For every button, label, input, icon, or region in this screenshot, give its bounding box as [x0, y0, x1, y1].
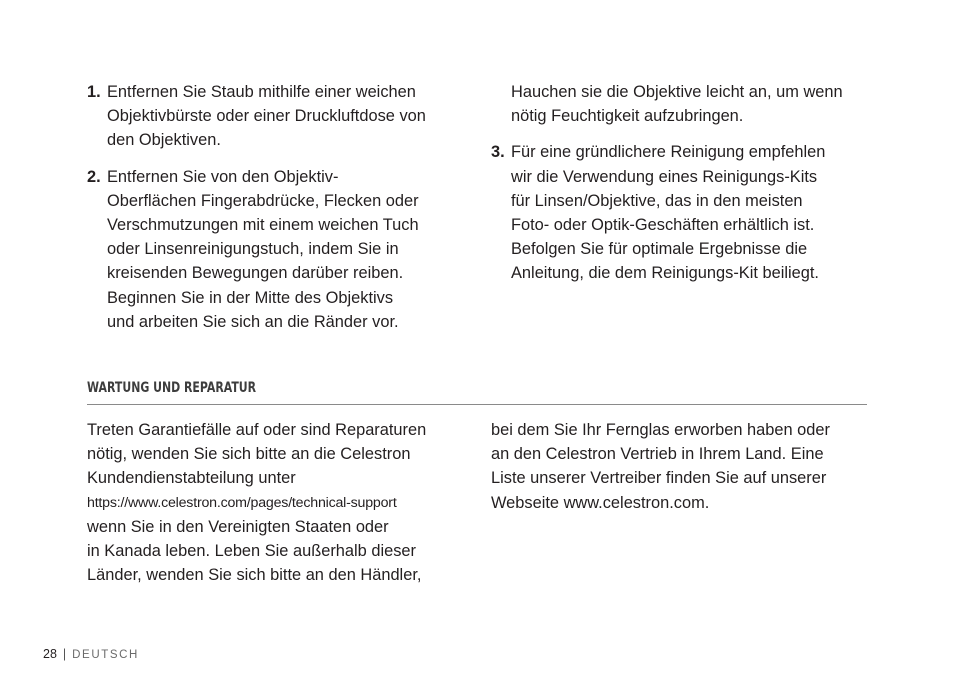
repair-paragraph-start: Treten Garantiefälle auf oder sind Reparaturen nötig, wenden Sie sich bitte an die Celestron Kundendienstabteilung unter: [87, 421, 427, 488]
step-number: 3.: [491, 143, 505, 162]
step-continuation-text: Hauchen sie die Objektive leicht an, um wenn nötig Feuchtigkeit aufzubringen.: [511, 83, 843, 126]
section-heading-text: WARTUNG UND REPARATUR: [87, 380, 257, 396]
list-item: [87, 165, 459, 334]
cleaning-steps-right-column: [491, 80, 871, 298]
repair-paragraph-end: bei dem Sie Ihr Fernglas erworben haben oder an den Celestron Vertrieb in Ihrem Land. Eine Liste unserer Vertreiber finden Sie auf unserer Webseite www.celestron.com.: [491, 421, 830, 512]
cleaning-steps-left-column: [87, 80, 459, 346]
repair-paragraph-middle: wenn Sie in den Vereinigten Staaten oder in Kanada leben. Leben Sie außerhalb dieser Länder, wenden Sie sich bitte an den Händler,: [87, 517, 422, 585]
step-text: Entfernen Sie Staub mithilfe einer weichen Objektivbürste oder einer Druckluftdose von den Objektiven.: [107, 83, 426, 150]
step-text: Für eine gründlichere Reinigung empfehlen wir die Verwendung eines Reinigungs-Kits für Linsen/Objektive, das in den meisten Foto- oder Optik-Geschäften erhältlich ist. Befolgen Sie für optimale Ergebnisse die Anleitung, die dem Reinigungs-Kit beiliegt.: [511, 143, 826, 283]
support-url: https://www.celestron.com/pages/technical-support: [87, 494, 397, 511]
step-number: 1.: [87, 83, 101, 101]
repair-right-column: [491, 418, 871, 515]
list-item: [491, 140, 871, 285]
step-number: 2.: [87, 167, 101, 186]
section-divider: [87, 404, 867, 405]
section-heading: [87, 378, 867, 404]
list-item: [87, 80, 459, 153]
footer-language: DEUTSCH: [72, 649, 139, 661]
repair-left-column: [87, 418, 459, 587]
step-text: Entfernen Sie von den Objektiv- Oberflächen Fingerabdrücke, Flecken oder Verschmutzungen mit einem weichen Tuch oder Linsenreinigungstuch, indem Sie in kreisenden Bewegungen darüber reiben. Beginnen Sie in der Mitte des Objektivs und arbeiten Sie sich an die Ränder vor.: [107, 167, 419, 331]
page-footer: [43, 647, 139, 661]
page-number: 28: [43, 647, 57, 661]
footer-separator: |: [62, 647, 67, 661]
